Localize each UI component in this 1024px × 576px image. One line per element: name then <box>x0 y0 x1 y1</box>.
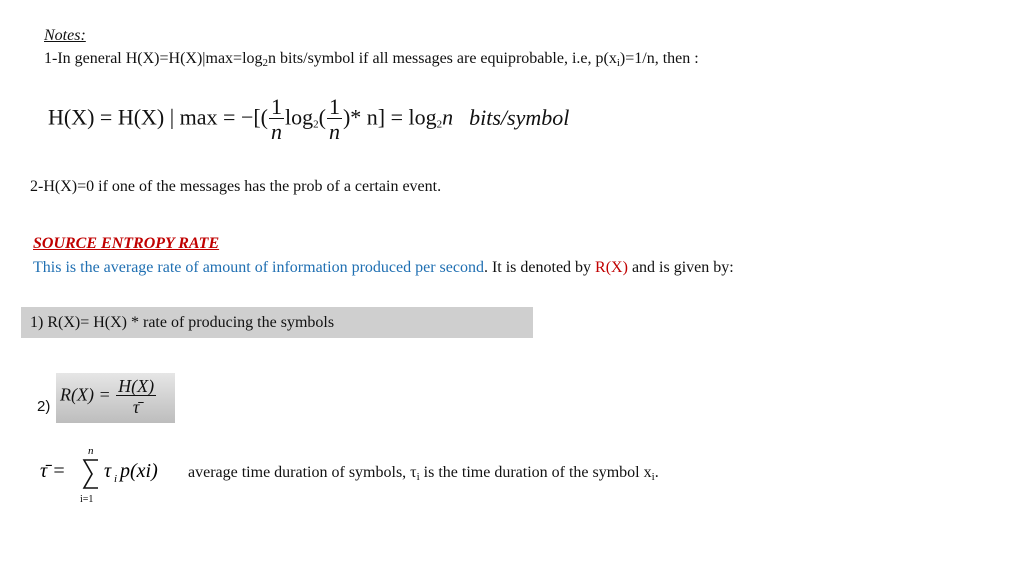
formula-1-frac-a-num: 1 <box>271 94 283 119</box>
rule-2-fraction <box>116 377 156 416</box>
note-1-prefix: 1-In general H(X)=H(X)|max=log <box>44 50 263 67</box>
sigma-icon <box>84 460 98 488</box>
tau-term-sub: i <box>114 473 118 485</box>
rule-1-text: 1) R(X)= H(X) * rate of producing the symbols <box>30 314 335 331</box>
note-1-suffix: n bits/symbol if all messages are equiprobable, i.e, p(x <box>268 50 617 67</box>
rule-2-formula <box>60 377 157 416</box>
tau-description <box>188 464 659 482</box>
rule-2-label: 2) <box>37 398 51 415</box>
tau-term-rest: p(xi) <box>120 460 158 482</box>
formula-1-frac-a-den: n <box>271 119 283 144</box>
tau-term: τ <box>104 460 112 482</box>
tau-desc-a: average time duration of symbols, τ <box>188 464 417 481</box>
section-desc-blue: This is the average rate of amount of information produced per second <box>33 259 484 276</box>
tau-sum-bottom: i=1 <box>80 494 94 504</box>
section-desc-mid: . It is denoted by <box>483 259 596 276</box>
formula-1-n: n <box>442 104 454 130</box>
section-title: SOURCE ENTROPY RATE <box>33 235 220 252</box>
formula-1-log-base: 2 <box>313 118 319 131</box>
formula-1-log-base-2: 2 <box>436 118 443 131</box>
rule-2-den: τ̄ <box>132 397 140 417</box>
formula-1-lhs: H(X) = H(X) | max = −[( <box>48 104 269 130</box>
tau-lhs: τ̄ = <box>40 460 66 482</box>
formula-1-frac-b-num: 1 <box>328 94 340 119</box>
note-1-equiprobable <box>44 50 699 68</box>
tau-desc-sub: i <box>416 471 420 483</box>
formula-1-paren: ( <box>318 104 326 130</box>
max-entropy-formula <box>48 96 569 143</box>
formula-1-frac-b-den: n <box>328 119 340 144</box>
tau-desc-b: is the time duration of the symbol x <box>419 464 652 481</box>
note-2-certain-event: 2-H(X)=0 if one of the messages has the prob of a certain event. <box>30 178 442 195</box>
section-description <box>33 259 734 277</box>
note-1-tail: )=1/n, then : <box>619 50 699 67</box>
tau-average-formula <box>40 444 180 504</box>
tau-desc-sub2: i <box>651 471 655 483</box>
note-1-index: i <box>616 57 620 69</box>
notes-heading: Notes: <box>44 27 86 44</box>
section-desc-red: R(X) <box>595 259 628 276</box>
formula-1-fraction-a <box>269 96 284 143</box>
formula-1-log: log <box>285 104 314 130</box>
tau-sum-top: n <box>88 445 94 457</box>
section-desc-end: and is given by: <box>627 259 734 276</box>
tau-desc-end: . <box>654 464 659 481</box>
formula-1-fraction-b <box>327 96 342 143</box>
note-1-log-base: 2 <box>262 57 269 69</box>
rule-2-num: H(X) <box>118 376 155 396</box>
formula-1-unit: bits/symbol <box>469 104 570 130</box>
rule-2-lhs: R(X) = <box>60 384 111 405</box>
formula-1-mid: )* n] = log <box>342 104 437 130</box>
